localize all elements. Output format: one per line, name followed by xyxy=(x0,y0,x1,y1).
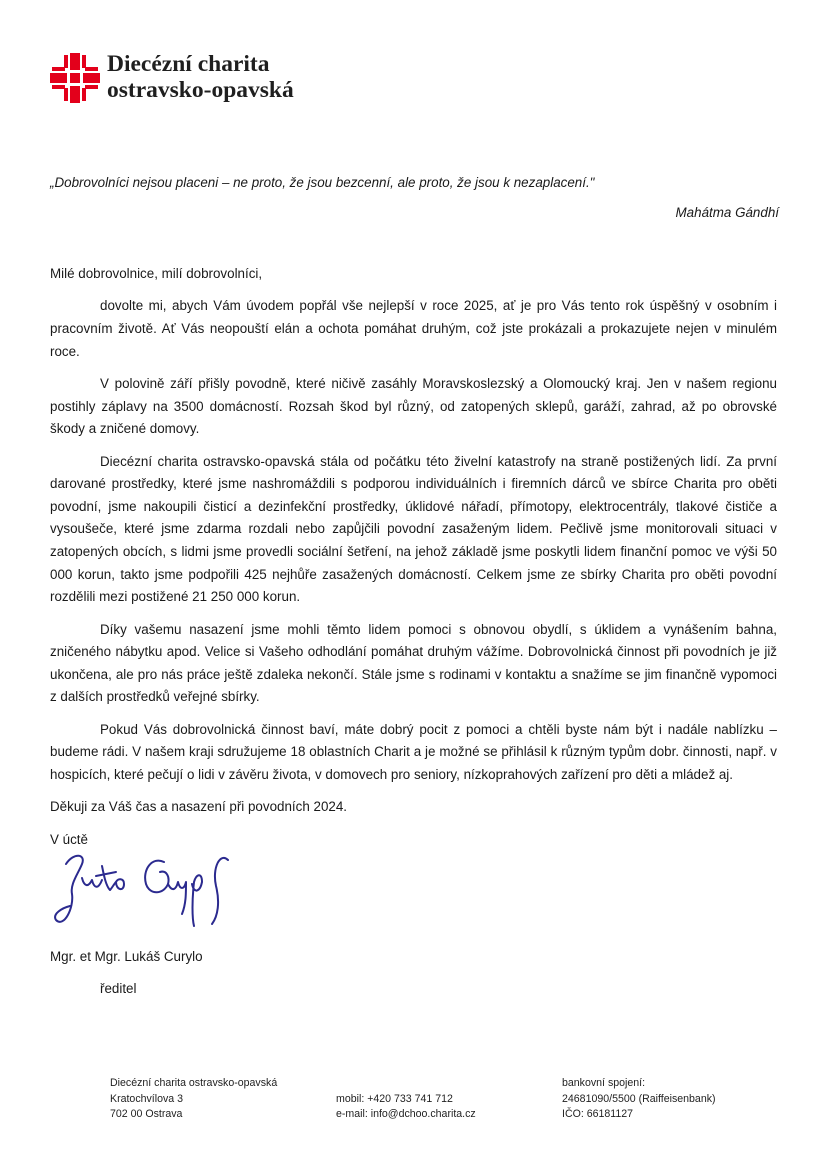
footer-email: e-mail: info@dchoo.charita.cz xyxy=(336,1108,476,1121)
handwritten-signature xyxy=(52,842,252,938)
signatory-name: Mgr. et Mgr. Lukáš Curylo xyxy=(50,949,203,964)
footer-address-line3: 702 00 Ostrava xyxy=(110,1108,183,1121)
organization-name-line2: ostravsko-opavská xyxy=(107,77,294,103)
organization-name xyxy=(107,51,407,103)
epigraph-author: Mahátma Gándhí xyxy=(675,205,779,220)
footer-bank-label: bankovní spojení: xyxy=(562,1077,646,1089)
footer-mobile: mobil: +420 733 741 712 xyxy=(336,1092,453,1105)
closing-line: V úctě xyxy=(50,831,88,847)
footer-address-line1: Diecézní charita ostravsko-opavská xyxy=(110,1077,278,1089)
footer-address xyxy=(110,1076,277,1123)
paragraph: Diecézní charita ostravsko-opavská stála od počátku této živelní katastrofy na straně postižených lidí. Za první darované prostředky, které jsme nashromáždili s podporou individuálních i firemních dárců ve sbírce Charita pro oběti povodní, jsme nakoupili čisticí a dezinfekční prostředky, úklidové nářadí, přímotopy, elektrocentrály, tlakové čističe a vysoušeče, které jsme zdarma rozdali nebo zapůjčili povodní zasaženým lidem. Pečlivě jsme monitorovali situaci v zatopených obcích, s lidmi jsme provedli sociální šetření, na jehož základě jsme poskytli lidem finanční pomoc ve výši 50 000 korun, takto jsme podpořili 425 nejhůře zasažených domácností. Celkem jsme ze sbírky Charita pro oběti povodní rozdělili mezi postižené 21 250 000 korun. xyxy=(50,453,777,605)
organization-name-line1: Diecézní charita xyxy=(107,51,270,77)
epigraph-quote: „Dobrovolníci nejsou placeni – ne proto, že jsou bezcenní, ale proto, že jsou k nezaplacení." xyxy=(50,175,595,190)
paragraph: Pokud Vás dobrovolnická činnost baví, máte dobrý pocit z pomoci a chtěli byste nám být i nadále nablízku – budeme rádi. V našem kraji sdružujeme 18 oblastních Charit a je možné se přihlásil k různým typům dobr. činnosti, např. v hospicích, které pečují o lidi v závěru života, v domovech pro seniory, nízkoprahových zařízení pro děti a mládež aj. xyxy=(50,721,777,782)
footer-bank xyxy=(562,1076,716,1123)
thanks-line: Děkuji za Váš čas a nasazení při povodních 2024. xyxy=(50,799,348,815)
paragraph: dovolte mi, abych Vám úvodem popřál vše nejlepší v roce 2025, ať je pro Vás tento rok úspěšný v osobním i pracovním životě. Ať Vás neopouští elán a ochota pomáhat druhým, což jste prokázali a prokazujete nejen v minulém roce. xyxy=(50,298,777,359)
caritas-cross-icon xyxy=(50,53,100,103)
footer-bank-account: 24681090/5500 (Raiffeisenbank) xyxy=(562,1092,716,1105)
letter-body xyxy=(50,263,777,861)
signatory-role: ředitel xyxy=(100,981,137,996)
footer-address-line2: Kratochvílova 3 xyxy=(110,1092,184,1105)
salutation: Milé dobrovolnice, milí dobrovolníci, xyxy=(50,266,263,281)
paragraph: V polovině září přišly povodně, které ničivě zasáhly Moravskoslezský a Olomoucký kraj. Jen v našem regionu postihly záplavy na 3500 domácností. Rozsah škod byl různý, od zatopených sklepů, garáží, zahrad, až po obrovské škody a zničené domovy. xyxy=(50,375,777,437)
paragraph: Díky vašemu nasazení jsme mohli těmto lidem pomoci s obnovou obydlí, s úklidem a vynášením bahna, zničeného nábytku apod. Velice si Vašeho odhodlání pomáhat druhým vážíme. Dobrovolnická činnost při povodních je již ukončena, ale pro nás práce ještě zdaleka nekončí. Stále jsme s rodinami v kontaktu a snažíme se jim finančně vypomoci z dalších prostředků veřejné sbírky. xyxy=(50,621,777,705)
footer-ico: IČO: 66181127 xyxy=(562,1108,634,1121)
footer-contact xyxy=(336,1092,476,1123)
